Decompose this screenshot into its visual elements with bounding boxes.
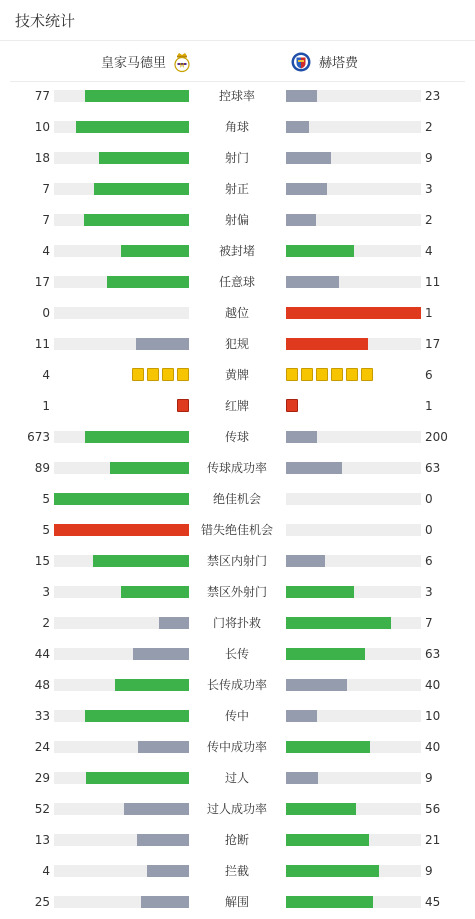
stat-label: 射正: [224, 182, 249, 196]
stat-label: 禁区外射门: [206, 585, 267, 599]
away-bar-fill: [286, 276, 339, 288]
yellow-card-icon: [162, 368, 174, 381]
away-bar-track: [286, 152, 421, 164]
stat-label: 角球: [224, 120, 249, 134]
home-value: 25: [34, 895, 50, 909]
home-value: 7: [42, 182, 50, 196]
home-value: 11: [34, 337, 50, 351]
home-bar-fill: [121, 245, 189, 257]
stat-label: 越位: [224, 306, 249, 320]
away-value: 63: [425, 461, 441, 475]
stat-row: [0, 795, 475, 826]
home-bar-track: [54, 524, 189, 536]
away-bar-fill: [286, 214, 316, 226]
home-value: 0: [42, 306, 50, 320]
away-value: 10: [425, 709, 441, 723]
stat-row: [0, 826, 475, 857]
away-value: 45: [425, 895, 441, 909]
stat-label: 禁区内射门: [206, 554, 267, 568]
away-yellow-cards: [286, 368, 373, 382]
stat-label: 黄牌: [224, 368, 249, 382]
home-team[interactable]: [101, 41, 192, 82]
stat-label: 抢断: [224, 833, 249, 847]
stat-label: 犯规: [224, 337, 249, 351]
home-bar-fill: [115, 679, 189, 691]
home-bar-track: [54, 710, 189, 722]
stat-row: [0, 330, 475, 361]
stat-row: [0, 392, 475, 423]
away-bar-track: [286, 586, 421, 598]
stat-row: [0, 857, 475, 888]
stat-row: [0, 609, 475, 640]
away-value: 9: [425, 864, 433, 878]
away-bar-fill: [286, 555, 325, 567]
away-bar-fill: [286, 183, 327, 195]
home-bar-track: [54, 493, 189, 505]
home-bar-track: [54, 865, 189, 877]
away-bar-fill: [286, 307, 421, 319]
away-bar-track: [286, 183, 421, 195]
away-bar-track: [286, 90, 421, 102]
home-bar-fill: [141, 896, 189, 908]
stat-label: 解围: [224, 895, 249, 909]
home-value: 33: [34, 709, 50, 723]
home-value: 4: [42, 864, 50, 878]
home-value: 5: [42, 523, 50, 537]
away-bar-track: [286, 245, 421, 257]
home-value: 7: [42, 213, 50, 227]
home-bar-track: [54, 431, 189, 443]
away-value: 4: [425, 244, 433, 258]
home-value: 10: [34, 120, 50, 134]
home-bar-track: [54, 276, 189, 288]
home-bar-track: [54, 121, 189, 133]
home-bar-track: [54, 90, 189, 102]
yellow-card-icon: [331, 368, 343, 381]
teams-header: [10, 41, 465, 82]
yellow-card-icon: [147, 368, 159, 381]
svg-text:M: M: [179, 62, 185, 69]
home-bar-fill: [85, 90, 189, 102]
away-bar-fill: [286, 617, 391, 629]
home-bar-track: [54, 617, 189, 629]
yellow-card-icon: [301, 368, 313, 381]
stat-label: 红牌: [224, 399, 249, 413]
away-bar-fill: [286, 741, 370, 753]
home-bar-fill: [94, 183, 189, 195]
home-bar-fill: [136, 338, 189, 350]
home-bar-fill: [137, 834, 189, 846]
stats-list: [0, 82, 475, 919]
stat-label: 传中: [224, 709, 249, 723]
away-bar-track: [286, 555, 421, 567]
away-value: 2: [425, 213, 433, 227]
real-madrid-crest-icon: [172, 51, 192, 73]
home-value: 673: [27, 430, 50, 444]
away-bar-track: [286, 772, 421, 784]
home-bar-track: [54, 555, 189, 567]
home-bar-fill: [110, 462, 189, 474]
home-value: 15: [34, 554, 50, 568]
stat-label: 传球: [224, 430, 249, 444]
away-value: 3: [425, 182, 433, 196]
stat-row: [0, 206, 475, 237]
stat-row: [0, 547, 475, 578]
home-bar-track: [54, 803, 189, 815]
stat-label: 错失绝佳机会: [200, 523, 273, 537]
home-value: 2: [42, 616, 50, 630]
page-title: 技术统计: [15, 12, 76, 30]
away-value: 17: [425, 337, 441, 351]
home-bar-track: [54, 741, 189, 753]
home-bar-track: [54, 245, 189, 257]
getafe-crest-icon: [291, 51, 311, 73]
away-bar-track: [286, 834, 421, 846]
away-bar-fill: [286, 338, 368, 350]
away-value: 56: [425, 802, 441, 816]
away-bar-track: [286, 121, 421, 133]
home-value: 1: [42, 399, 50, 413]
home-value: 5: [42, 492, 50, 506]
away-bar-track: [286, 276, 421, 288]
stat-label: 门将扑救: [212, 616, 261, 630]
home-bar-track: [54, 586, 189, 598]
stat-row: [0, 175, 475, 206]
stats-header: [0, 0, 475, 41]
home-bar-fill: [138, 741, 189, 753]
away-bar-track: [286, 679, 421, 691]
away-bar-fill: [286, 431, 317, 443]
home-bar-fill: [54, 524, 189, 536]
away-bar-track: [286, 648, 421, 660]
stat-row: [0, 237, 475, 268]
red-card-icon: [177, 399, 189, 412]
away-value: 7: [425, 616, 433, 630]
home-value: 13: [34, 833, 50, 847]
away-value: 1: [425, 306, 433, 320]
stat-label: 拦截: [224, 864, 249, 878]
away-bar-fill: [286, 803, 356, 815]
away-bar-fill: [286, 772, 318, 784]
home-bar-track: [54, 896, 189, 908]
away-bar-track: [286, 865, 421, 877]
home-bar-fill: [133, 648, 189, 660]
home-value: 77: [34, 89, 50, 103]
away-value: 63: [425, 647, 441, 661]
home-bar-fill: [86, 772, 189, 784]
home-value: 4: [42, 368, 50, 382]
home-bar-fill: [121, 586, 189, 598]
away-value: 9: [425, 151, 433, 165]
away-bar-track: [286, 896, 421, 908]
stat-row: [0, 113, 475, 144]
away-bar-track: [286, 338, 421, 350]
home-bar-fill: [85, 710, 189, 722]
home-value: 52: [34, 802, 50, 816]
stat-row: [0, 702, 475, 733]
away-bar-track: [286, 307, 421, 319]
away-bar-fill: [286, 896, 373, 908]
away-value: 2: [425, 120, 433, 134]
red-card-icon: [286, 399, 298, 412]
home-bar-track: [54, 679, 189, 691]
stat-row: [0, 299, 475, 330]
home-value: 17: [34, 275, 50, 289]
home-value: 48: [34, 678, 50, 692]
home-bar-track: [54, 834, 189, 846]
stat-label: 传中成功率: [206, 740, 267, 754]
away-bar-track: [286, 214, 421, 226]
stat-label: 任意球: [218, 275, 255, 289]
away-value: 6: [425, 368, 433, 382]
stat-label: 射门: [224, 151, 249, 165]
away-bar-fill: [286, 679, 347, 691]
away-bar-fill: [286, 834, 369, 846]
stat-row: [0, 516, 475, 547]
home-value: 44: [34, 647, 50, 661]
away-bar-fill: [286, 710, 317, 722]
home-value: 24: [34, 740, 50, 754]
away-value: 1: [425, 399, 433, 413]
away-bar-track: [286, 741, 421, 753]
stat-row: [0, 764, 475, 795]
stat-label: 被封堵: [218, 244, 255, 258]
home-red-cards: [177, 399, 189, 413]
away-bar-track: [286, 803, 421, 815]
home-bar-fill: [107, 276, 189, 288]
stat-row: [0, 144, 475, 175]
away-bar-track: [286, 431, 421, 443]
stat-label: 绝佳机会: [212, 492, 261, 506]
stat-label: 射偏: [224, 213, 249, 227]
away-value: 21: [425, 833, 441, 847]
away-bar-track: [286, 524, 421, 536]
home-value: 4: [42, 244, 50, 258]
home-bar-fill: [76, 121, 189, 133]
away-bar-fill: [286, 865, 379, 877]
stat-label: 长传: [224, 647, 249, 661]
home-bar-fill: [93, 555, 189, 567]
away-bar-fill: [286, 586, 354, 598]
home-bar-fill: [147, 865, 189, 877]
home-bar-fill: [54, 493, 189, 505]
stat-row: [0, 423, 475, 454]
home-team-name: 皇家马德里: [101, 56, 167, 71]
away-bar-fill: [286, 648, 365, 660]
home-value: 89: [34, 461, 50, 475]
yellow-card-icon: [132, 368, 144, 381]
away-team-name: 赫塔费: [319, 56, 359, 71]
stat-row: [0, 268, 475, 299]
home-bar-track: [54, 307, 189, 319]
away-value: 11: [425, 275, 441, 289]
home-bar-track: [54, 183, 189, 195]
away-bar-track: [286, 493, 421, 505]
away-bar-fill: [286, 462, 342, 474]
home-bar-track: [54, 338, 189, 350]
stat-row: [0, 485, 475, 516]
stat-row: [0, 671, 475, 702]
home-bar-fill: [124, 803, 189, 815]
away-team[interactable]: [291, 41, 358, 82]
stat-row: [0, 578, 475, 609]
away-value: 23: [425, 89, 441, 103]
home-bar-track: [54, 772, 189, 784]
away-bar-fill: [286, 121, 309, 133]
stat-label: 过人成功率: [206, 802, 267, 816]
yellow-card-icon: [316, 368, 328, 381]
stat-label: 长传成功率: [206, 678, 267, 692]
away-bar-track: [286, 462, 421, 474]
yellow-card-icon: [177, 368, 189, 381]
away-value: 6: [425, 554, 433, 568]
away-bar-track: [286, 710, 421, 722]
home-value: 3: [42, 585, 50, 599]
away-value: 40: [425, 678, 441, 692]
home-value: 18: [34, 151, 50, 165]
stat-row: [0, 733, 475, 764]
home-bar-track: [54, 462, 189, 474]
yellow-card-icon: [286, 368, 298, 381]
away-value: 0: [425, 523, 433, 537]
away-value: 3: [425, 585, 433, 599]
away-value: 40: [425, 740, 441, 754]
away-bar-fill: [286, 90, 317, 102]
stat-row: [0, 82, 475, 113]
yellow-card-icon: [346, 368, 358, 381]
home-bar-track: [54, 152, 189, 164]
home-bar-fill: [84, 214, 189, 226]
yellow-card-icon: [361, 368, 373, 381]
stat-label: 过人: [224, 771, 249, 785]
home-bar-fill: [159, 617, 189, 629]
stat-row: [0, 640, 475, 671]
away-bar-track: [286, 617, 421, 629]
home-bar-track: [54, 214, 189, 226]
away-red-cards: [286, 399, 298, 413]
away-value: 0: [425, 492, 433, 506]
stat-label: 控球率: [218, 89, 255, 103]
stat-row: [0, 454, 475, 485]
stat-label: 传球成功率: [206, 461, 267, 475]
home-bar-fill: [99, 152, 189, 164]
away-bar-fill: [286, 152, 331, 164]
stat-row: [0, 361, 475, 392]
away-bar-fill: [286, 245, 354, 257]
home-yellow-cards: [132, 368, 189, 382]
stat-row: [0, 888, 475, 919]
home-value: 29: [34, 771, 50, 785]
home-bar-track: [54, 648, 189, 660]
away-value: 200: [425, 430, 448, 444]
away-value: 9: [425, 771, 433, 785]
home-bar-fill: [85, 431, 189, 443]
